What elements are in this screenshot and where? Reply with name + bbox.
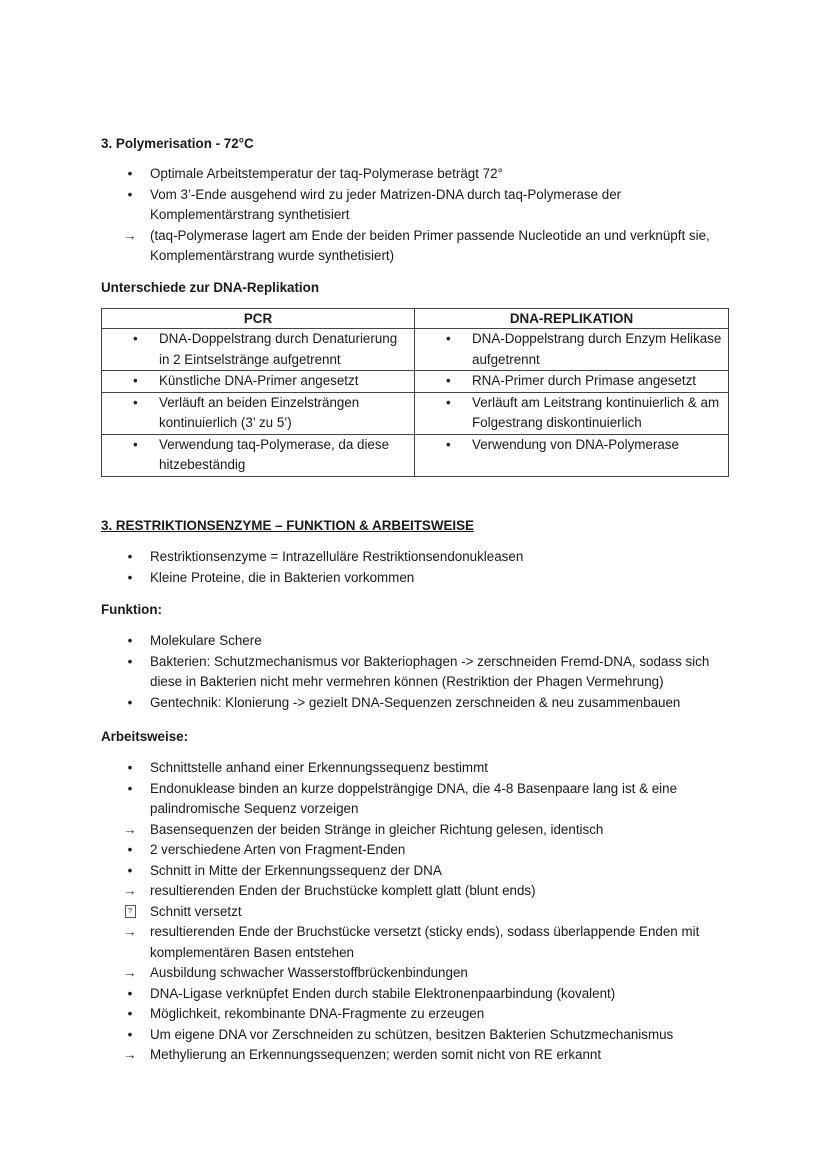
bullet-marker: • [446, 436, 451, 452]
list-item [120, 820, 740, 841]
cell-text: Verläuft am Leitstrang kontinuierlich & am Folgestrang diskontinuierlich [472, 394, 720, 430]
list-item-text: Schnitt versetzt [150, 903, 242, 919]
bullet-marker: • [127, 166, 133, 181]
list-item [120, 185, 740, 226]
list-item-text: Vom 3’-Ende ausgehend wird zu jeder Matrizen-DNA durch taq-Polymerase der Komplementärstrang synthetisiert [150, 186, 622, 222]
bullet-marker: • [446, 331, 451, 346]
cell-text: Verwendung von DNA-Polymerase [472, 436, 679, 452]
list-item [120, 226, 740, 267]
bullet-marker: • [127, 694, 133, 710]
list-item-text: Restriktionsenzyme = Intrazelluläre Restriktionsendonukleasen [150, 549, 524, 564]
bullet-marker: • [127, 569, 133, 585]
list-item [120, 547, 740, 568]
bullet-marker: • [446, 394, 451, 410]
table-row [102, 392, 729, 434]
list-polymerisation [120, 164, 740, 267]
list-item-text: (taq-Polymerase lagert am Ende der beiden Primer passende Nucleotide an und verknüpft sie, Komplementärstrang wurde synthetisiert) [150, 227, 710, 263]
column-header-pcr: PCR [102, 309, 415, 329]
list-item-text: Optimale Arbeitstemperatur der taq-Polymerase beträgt 72° [150, 166, 503, 181]
list-item [120, 840, 740, 861]
arrow-marker: → [123, 821, 137, 837]
list-item-text: Molekulare Schere [150, 633, 262, 648]
heading-polymerisation: 3. Polymerisation - 72°C [101, 136, 254, 151]
table-cell [415, 371, 729, 393]
list-item-text: DNA-Ligase verknüpfet Enden durch stabile Elektronenpaarbindung (kovalent) [150, 985, 616, 1001]
list-item-text: 2 verschiedene Arten von Fragment-Enden [150, 842, 406, 857]
heading-restriktionsenzyme: 3. RESTRIKTIONSENZYME – FUNKTION & ARBEITSWEISE [101, 518, 474, 533]
list-item [120, 164, 740, 185]
cell-text: Verläuft an beiden Einzelsträngen kontinuierlich (3’ zu 5’) [159, 394, 360, 430]
arrow-marker: → [123, 924, 137, 939]
arrow-marker: → [123, 227, 137, 243]
list-item-text: Kleine Proteine, die in Bakterien vorkommen [150, 569, 415, 585]
table-cell [415, 329, 729, 371]
list-arbeitsweise [120, 758, 740, 1066]
list-funktion [120, 631, 740, 713]
list-item [120, 984, 740, 1005]
list-item-text: Schnittstelle anhand einer Erkennungssequenz bestimmt [150, 760, 488, 775]
table-cell [102, 371, 415, 393]
bullet-marker: • [133, 436, 138, 452]
list-item-text: resultierenden Enden der Bruchstücke komplett glatt (blunt ends) [150, 883, 536, 898]
list-item [120, 861, 740, 882]
list-item [120, 652, 740, 693]
missing-glyph-icon: ? [120, 902, 140, 923]
list-item [120, 1004, 740, 1025]
heading-comparison: Unterschiede zur DNA-Replikation [101, 280, 320, 295]
table-cell [415, 434, 729, 476]
table-row [102, 329, 729, 371]
list-item-text: Gentechnik: Klonierung -> gezielt DNA-Sequenzen zerschneiden & neu zusammenbauen [150, 694, 681, 710]
list-item-text: Um eigene DNA vor Zerschneiden zu schützen, besitzen Bakterien Schutzmechanismus [150, 1026, 674, 1042]
list-item-text: Endonuklease binden an kurze doppelsträngige DNA, die 4-8 Basenpaare lang ist & eine palindromische Sequenz vorzeigen [150, 780, 678, 816]
bullet-marker: • [127, 842, 133, 857]
list-item-text: Schnitt in Mitte der Erkennungssequenz der DNA [150, 862, 442, 878]
arrow-marker: → [123, 965, 137, 980]
cell-text: RNA-Primer durch Primase angesetzt [472, 373, 696, 388]
list-item [120, 568, 740, 589]
list-item-text: resultierenden Ende der Bruchstücke versetzt (sticky ends), sodass überlappende Enden mit komplementären Basen entstehen [150, 924, 700, 960]
bullet-marker: • [446, 373, 451, 388]
table-cell [102, 392, 415, 434]
comparison-table [101, 308, 729, 477]
bullet-marker: • [127, 1006, 133, 1021]
heading-arbeitsweise: Arbeitsweise: [101, 729, 189, 744]
list-item [120, 902, 740, 923]
bullet-marker: • [127, 862, 133, 878]
bullet-marker: • [127, 780, 133, 796]
table-header-row [102, 309, 729, 329]
list-item [120, 922, 740, 963]
list-item [120, 631, 740, 652]
cell-text: Künstliche DNA-Primer angesetzt [159, 373, 359, 388]
list-item [120, 693, 740, 714]
heading-funktion: Funktion: [101, 602, 162, 617]
list-item [120, 1025, 740, 1046]
table-row [102, 434, 729, 476]
bullet-marker: • [127, 549, 133, 564]
list-item [120, 758, 740, 779]
list-item-text: Methylierung an Erkennungssequenzen; werden somit nicht von RE erkannt [150, 1047, 602, 1062]
list-item [120, 1045, 740, 1066]
list-item [120, 779, 740, 820]
bullet-marker: • [127, 760, 133, 775]
table-row [102, 371, 729, 393]
list-item-text: Ausbildung schwacher Wasserstoffbrückenbindungen [150, 965, 468, 980]
list-item [120, 881, 740, 902]
bullet-marker: • [127, 653, 133, 669]
cell-text: Verwendung taq-Polymerase, da diese hitzebeständig [159, 436, 390, 472]
list-restriktionsenzyme [120, 547, 740, 588]
arrow-marker: → [123, 883, 137, 898]
bullet-marker: • [133, 394, 138, 410]
cell-text: DNA-Doppelstrang durch Denaturierung in 2 Eintselstränge aufgetrennt [159, 331, 398, 367]
arrow-marker: → [123, 1047, 137, 1062]
bullet-marker: • [127, 985, 133, 1001]
list-item-text: Basensequenzen der beiden Stränge in gleicher Richtung gelesen, identisch [150, 821, 604, 837]
list-item-text: Möglichkeit, rekombinante DNA-Fragmente zu erzeugen [150, 1006, 485, 1021]
bullet-marker: • [127, 186, 133, 202]
bullet-marker: • [127, 633, 133, 648]
bullet-marker: • [133, 331, 138, 346]
list-item [120, 963, 740, 984]
table-cell [102, 329, 415, 371]
column-header-replikation: DNA-REPLIKATION [415, 309, 729, 329]
bullet-marker: • [133, 373, 138, 388]
cell-text: DNA-Doppelstrang durch Enzym Helikase aufgetrennt [472, 331, 722, 367]
table-cell [102, 434, 415, 476]
bullet-marker: • [127, 1026, 133, 1042]
list-item-text: Bakterien: Schutzmechanismus vor Bakteriophagen -> zerschneiden Fremd-DNA, sodass sich diese in Bakterien nicht mehr vermehren können (Restriktion der Phagen Vermehrung) [150, 653, 710, 689]
table-cell [415, 392, 729, 434]
